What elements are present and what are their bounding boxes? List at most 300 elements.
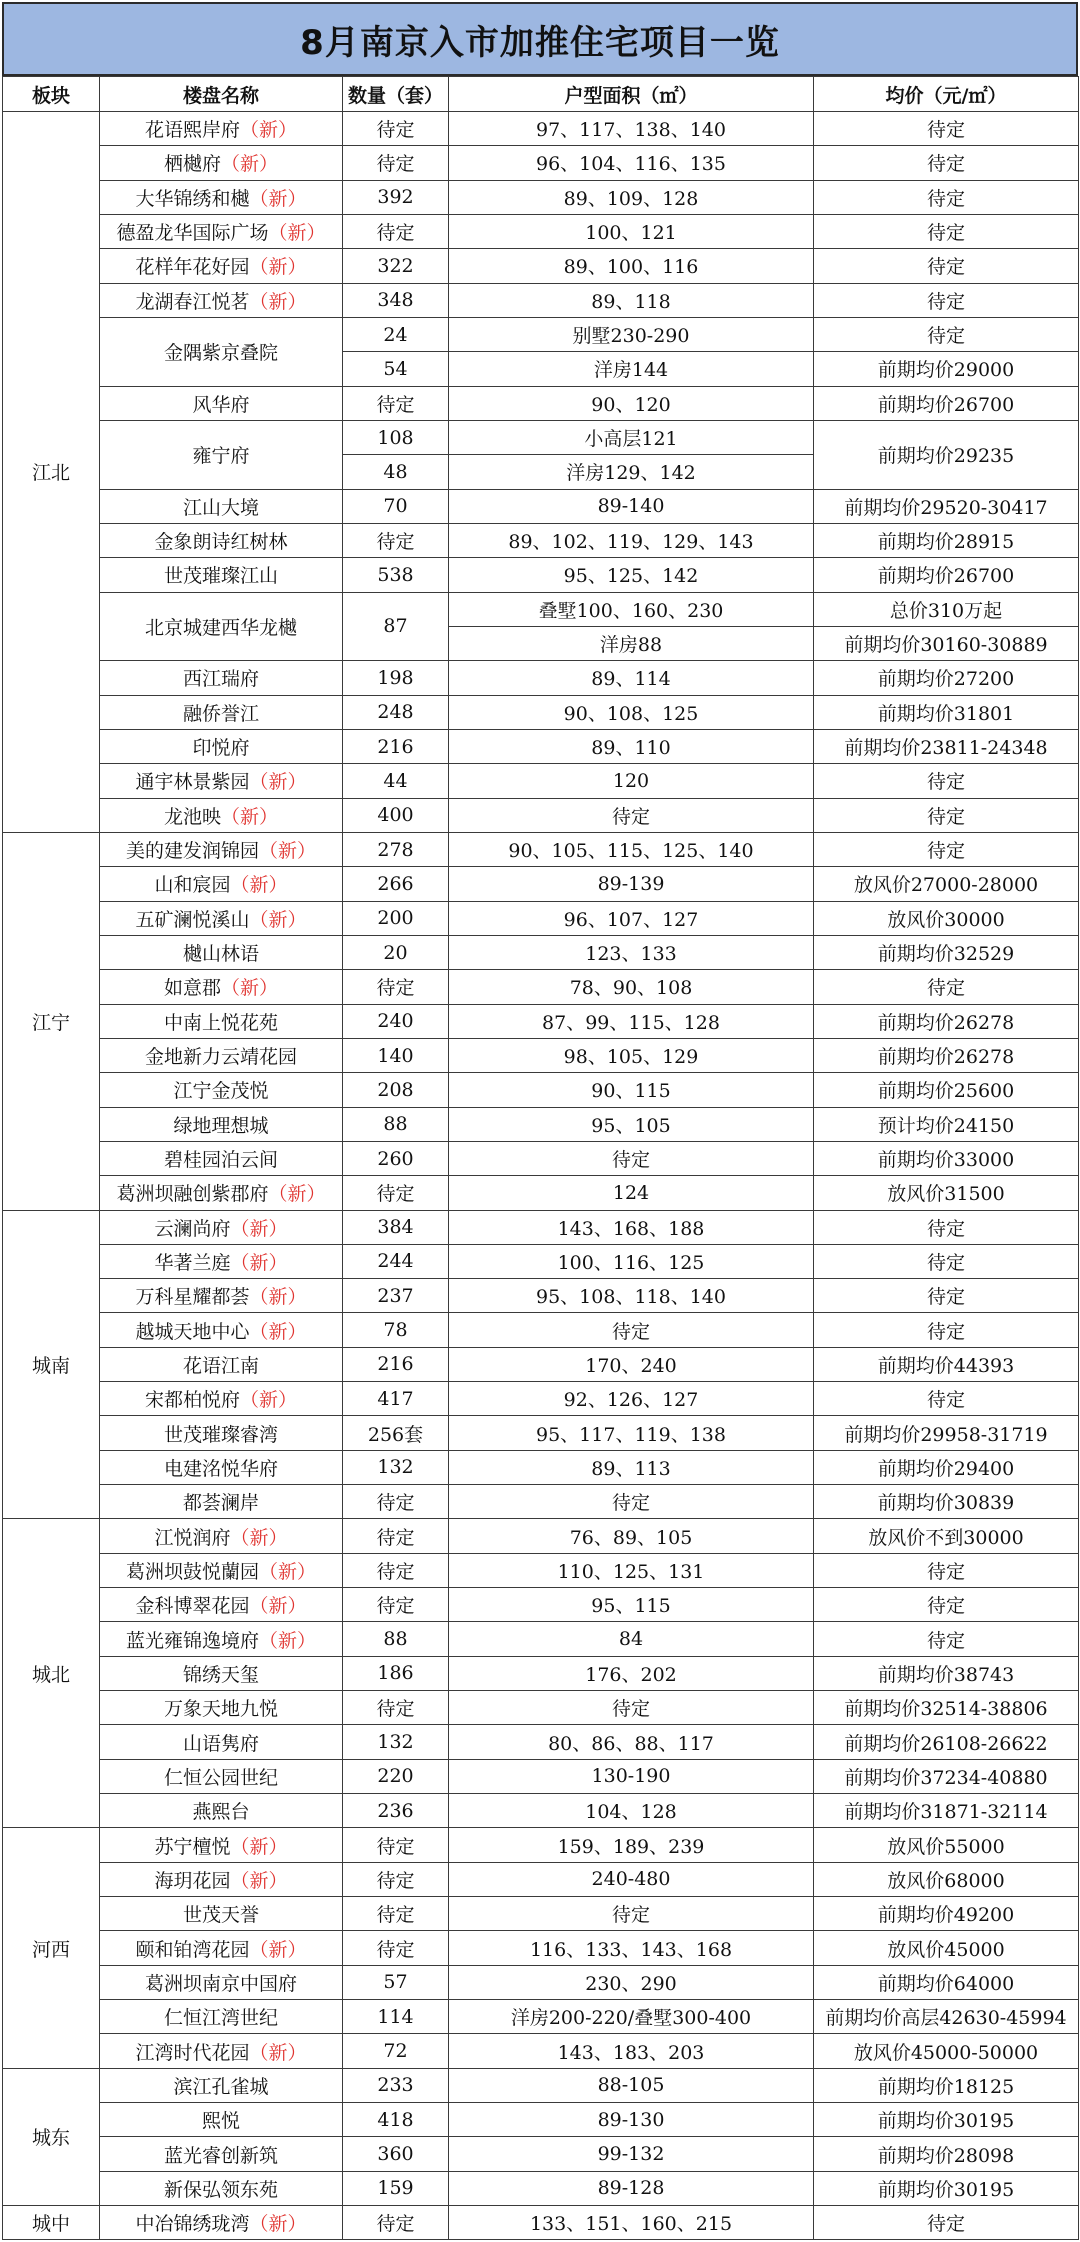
area-cell: 90、105、115、125、140 — [449, 832, 814, 866]
price-cell: 前期均价26700 — [814, 386, 1079, 420]
price-cell: 前期均价31801 — [814, 695, 1079, 729]
price-cell: 前期均价27200 — [814, 661, 1079, 695]
area-cell: 100、116、125 — [449, 1244, 814, 1278]
area-cell: 90、115 — [449, 1073, 814, 1107]
area-cell: 170、240 — [449, 1347, 814, 1381]
project-name-cell — [100, 1553, 343, 1587]
new-tag: （新） — [230, 874, 288, 897]
new-tag: （新） — [249, 1320, 307, 1343]
project-name-cell — [100, 1107, 343, 1141]
area-cell: 待定 — [449, 798, 814, 832]
table-row — [3, 1622, 1079, 1656]
area-cell: 116、133、143、168 — [449, 1931, 814, 1965]
table-row — [3, 249, 1079, 283]
project-name: 云澜尚府 — [154, 1217, 231, 1240]
table-row — [3, 1038, 1079, 1072]
project-name: 熙悦 — [201, 2110, 240, 2133]
new-tag: （新） — [240, 1389, 298, 1412]
table-row — [3, 695, 1079, 729]
quantity-cell: 538 — [343, 558, 449, 592]
area-cell: 84 — [449, 1622, 814, 1656]
quantity-cell: 待定 — [343, 386, 449, 420]
quantity-cell: 159 — [343, 2171, 449, 2205]
quantity-cell: 待定 — [343, 1588, 449, 1622]
quantity-cell: 48 — [343, 455, 449, 489]
price-cell: 待定 — [814, 249, 1079, 283]
project-name-cell — [100, 1313, 343, 1347]
area-cell: 95、125、142 — [449, 558, 814, 592]
project-name: 印悦府 — [192, 737, 250, 760]
area-cell: 124 — [449, 1176, 814, 1210]
table-row — [3, 1828, 1079, 1862]
price-cell: 前期均价26278 — [814, 1038, 1079, 1072]
project-name-cell — [100, 798, 343, 832]
col-header-project: 楼盘名称 — [100, 77, 343, 112]
project-name-cell — [100, 1038, 343, 1072]
project-name: 金地新力云靖花园 — [144, 1046, 297, 1069]
area-cell: 123、133 — [449, 935, 814, 969]
project-name: 雍宁府 — [192, 445, 250, 468]
price-cell: 待定 — [814, 1382, 1079, 1416]
project-name-cell — [100, 420, 343, 489]
project-name-cell — [100, 489, 343, 523]
price-cell: 前期均价30195 — [814, 2171, 1079, 2205]
price-cell: 前期均价18125 — [814, 2068, 1079, 2102]
new-tag: （新） — [221, 153, 279, 176]
new-tag: （新） — [259, 840, 317, 863]
project-name-cell — [100, 1759, 343, 1793]
project-name-cell — [100, 1725, 343, 1759]
table-row — [3, 1073, 1079, 1107]
quantity-cell: 240 — [343, 1004, 449, 1038]
project-name: 通宇林景紫园 — [135, 771, 250, 794]
table-row — [3, 146, 1079, 180]
new-tag: （新） — [268, 1183, 326, 1206]
project-name-cell — [100, 180, 343, 214]
quantity-cell: 132 — [343, 1725, 449, 1759]
project-name: 融侨誉江 — [182, 702, 259, 725]
project-name-cell — [100, 317, 343, 386]
price-cell: 预计均价24150 — [814, 1107, 1079, 1141]
project-name-cell — [100, 2068, 343, 2102]
area-cell: 133、151、160、215 — [449, 2206, 814, 2240]
price-cell: 待定 — [814, 146, 1079, 180]
project-name-cell — [100, 1141, 343, 1175]
project-name-cell — [100, 2137, 343, 2171]
region-cell: 城南 — [3, 1210, 100, 1519]
table-row — [3, 2206, 1079, 2240]
table-row — [3, 832, 1079, 866]
page-title: 8月南京入市加推住宅项目一览 — [2, 2, 1078, 76]
new-tag: （新） — [259, 1560, 317, 1583]
area-cell: 97、117、138、140 — [449, 112, 814, 146]
quantity-cell: 70 — [343, 489, 449, 523]
project-name: 燕熙台 — [192, 1801, 250, 1824]
quantity-cell: 44 — [343, 764, 449, 798]
project-name: 仁恒公园世纪 — [163, 1766, 278, 1789]
price-cell: 前期均价23811-24348 — [814, 729, 1079, 763]
area-cell: 洋房144 — [449, 352, 814, 386]
project-name: 龙池映 — [163, 805, 221, 828]
project-name-cell — [100, 1519, 343, 1553]
project-name-cell — [100, 2000, 343, 2034]
project-name-cell — [100, 1828, 343, 1862]
quantity-cell: 360 — [343, 2137, 449, 2171]
area-cell: 89、110 — [449, 729, 814, 763]
project-name: 仁恒江湾世纪 — [163, 2007, 278, 2030]
area-cell: 87、99、115、128 — [449, 1004, 814, 1038]
quantity-cell: 54 — [343, 352, 449, 386]
table-row — [3, 1725, 1079, 1759]
table-row — [3, 970, 1079, 1004]
table-row — [3, 1416, 1079, 1450]
project-name: 碧桂园泊云间 — [163, 1149, 278, 1171]
project-name-cell — [100, 695, 343, 729]
price-cell: 待定 — [814, 317, 1079, 351]
project-name-cell — [100, 558, 343, 592]
price-cell: 前期均价33000 — [814, 1141, 1079, 1175]
price-cell: 放风价55000 — [814, 1828, 1079, 1862]
area-cell: 待定 — [449, 1313, 814, 1347]
new-tag: （新） — [249, 771, 307, 794]
quantity-cell: 400 — [343, 798, 449, 832]
quantity-cell: 待定 — [343, 1519, 449, 1553]
area-cell: 159、189、239 — [449, 1828, 814, 1862]
project-name: 万象天地九悦 — [163, 1698, 278, 1721]
project-name: 海玥花园 — [154, 1869, 231, 1892]
price-cell: 前期均价29000 — [814, 352, 1079, 386]
project-name-cell — [100, 1176, 343, 1210]
quantity-cell: 220 — [343, 1759, 449, 1793]
area-cell: 176、202 — [449, 1656, 814, 1690]
price-cell: 前期均价32514-38806 — [814, 1691, 1079, 1725]
table-row — [3, 1313, 1079, 1347]
table-row — [3, 1519, 1079, 1553]
table-row — [3, 283, 1079, 317]
area-cell: 89、109、128 — [449, 180, 814, 214]
quantity-cell: 186 — [343, 1656, 449, 1690]
table-row — [3, 592, 1079, 626]
area-cell: 小高层121 — [449, 420, 814, 454]
project-name: 锦绣天玺 — [182, 1663, 259, 1686]
new-tag: （新） — [259, 1629, 317, 1652]
region-cell: 城北 — [3, 1519, 100, 1828]
price-cell: 前期均价30839 — [814, 1485, 1079, 1519]
project-name: 葛洲坝南京中国府 — [144, 1972, 297, 1995]
project-name-cell — [100, 283, 343, 317]
area-cell: 89-128 — [449, 2171, 814, 2205]
quantity-cell: 244 — [343, 1244, 449, 1278]
price-cell: 放风价不到30000 — [814, 1519, 1079, 1553]
price-cell: 放风价30000 — [814, 901, 1079, 935]
project-name-cell — [100, 1622, 343, 1656]
project-name: 世茂璀璨江山 — [163, 565, 278, 588]
quantity-cell: 待定 — [343, 214, 449, 248]
quantity-cell: 待定 — [343, 1931, 449, 1965]
quantity-cell: 198 — [343, 661, 449, 695]
project-name-cell — [100, 1450, 343, 1484]
project-name-cell — [100, 1965, 343, 1999]
price-cell: 待定 — [814, 2206, 1079, 2240]
area-cell: 89、118 — [449, 283, 814, 317]
area-cell: 143、183、203 — [449, 2034, 814, 2068]
table-row — [3, 1485, 1079, 1519]
new-tag: （新） — [230, 1251, 288, 1274]
project-name: 大华锦绣和樾 — [135, 187, 250, 210]
price-cell: 前期均价26278 — [814, 1004, 1079, 1038]
quantity-cell: 待定 — [343, 970, 449, 1004]
price-cell: 前期均价31871-32114 — [814, 1794, 1079, 1828]
area-cell: 96、107、127 — [449, 901, 814, 935]
quantity-cell: 78 — [343, 1313, 449, 1347]
quantity-cell: 278 — [343, 832, 449, 866]
project-name-cell — [100, 661, 343, 695]
area-cell: 130-190 — [449, 1759, 814, 1793]
area-cell: 89、113 — [449, 1450, 814, 1484]
project-name-cell — [100, 1210, 343, 1244]
table-row — [3, 1588, 1079, 1622]
project-name-cell — [100, 1485, 343, 1519]
price-cell: 前期均价30160-30889 — [814, 626, 1079, 660]
table-row — [3, 1279, 1079, 1313]
area-cell: 230、290 — [449, 1965, 814, 1999]
quantity-cell: 87 — [343, 592, 449, 661]
region-cell: 城中 — [3, 2206, 100, 2240]
project-name-cell — [100, 1347, 343, 1381]
project-name-cell — [100, 386, 343, 420]
area-cell: 98、105、129 — [449, 1038, 814, 1072]
quantity-cell: 417 — [343, 1382, 449, 1416]
project-name: 世茂璀璨睿湾 — [163, 1423, 278, 1446]
price-cell: 前期均价30195 — [814, 2103, 1079, 2137]
project-name: 江宁金茂悦 — [173, 1080, 269, 1103]
table-row — [3, 1794, 1079, 1828]
price-cell: 放风价45000-50000 — [814, 2034, 1079, 2068]
table-header-row — [3, 77, 1079, 112]
area-cell: 92、126、127 — [449, 1382, 814, 1416]
region-cell: 河西 — [3, 1828, 100, 2068]
quantity-cell: 237 — [343, 1279, 449, 1313]
project-name-cell — [100, 935, 343, 969]
area-cell: 待定 — [449, 1141, 814, 1175]
price-cell: 待定 — [814, 112, 1079, 146]
project-name-cell — [100, 1244, 343, 1278]
quantity-cell: 20 — [343, 935, 449, 969]
price-cell: 前期均价64000 — [814, 1965, 1079, 1999]
project-name-cell — [100, 1794, 343, 1828]
quantity-cell: 待定 — [343, 523, 449, 557]
col-header-area: 户型面积（㎡） — [449, 77, 814, 112]
area-cell: 叠墅100、160、230 — [449, 592, 814, 626]
table-row — [3, 1931, 1079, 1965]
new-tag: （新） — [230, 1869, 288, 1892]
price-cell: 待定 — [814, 798, 1079, 832]
price-cell: 总价310万起 — [814, 592, 1079, 626]
new-tag: （新） — [221, 977, 279, 1000]
quantity-cell: 待定 — [343, 1862, 449, 1896]
price-cell: 前期均价29235 — [814, 420, 1079, 489]
table-row — [3, 1210, 1079, 1244]
price-cell: 放风价27000-28000 — [814, 867, 1079, 901]
area-cell: 240-480 — [449, 1862, 814, 1896]
area-cell: 99-132 — [449, 2137, 814, 2171]
project-name-cell — [100, 1416, 343, 1450]
col-header-quantity: 数量（套） — [343, 77, 449, 112]
table-row — [3, 112, 1079, 146]
project-name: 华著兰庭 — [154, 1251, 231, 1274]
table-row — [3, 867, 1079, 901]
area-cell: 96、104、116、135 — [449, 146, 814, 180]
project-name: 五矿澜悦溪山 — [135, 908, 250, 931]
quantity-cell: 待定 — [343, 1553, 449, 1587]
new-tag: （新） — [230, 1217, 288, 1240]
project-name-cell — [100, 112, 343, 146]
price-cell: 待定 — [814, 180, 1079, 214]
price-cell: 前期均价29400 — [814, 1450, 1079, 1484]
quantity-cell: 24 — [343, 317, 449, 351]
project-name: 如意郡 — [163, 977, 221, 1000]
new-tag: （新） — [249, 290, 307, 313]
area-cell: 洋房129、142 — [449, 455, 814, 489]
project-name: 花语江南 — [182, 1354, 259, 1377]
table-row — [3, 1553, 1079, 1587]
project-name: 葛洲坝鼓悦蘭园 — [125, 1560, 259, 1583]
price-cell: 待定 — [814, 1622, 1079, 1656]
table-row — [3, 1141, 1079, 1175]
project-name: 世茂天誉 — [182, 1904, 259, 1927]
quantity-cell: 待定 — [343, 1485, 449, 1519]
project-name-cell — [100, 1691, 343, 1725]
project-name-cell — [100, 1862, 343, 1896]
project-name-cell — [100, 1931, 343, 1965]
new-tag: （新） — [249, 2041, 307, 2064]
quantity-cell: 348 — [343, 283, 449, 317]
quantity-cell: 待定 — [343, 1897, 449, 1931]
area-cell: 89-130 — [449, 2103, 814, 2137]
price-cell: 待定 — [814, 283, 1079, 317]
table-row — [3, 1965, 1079, 1999]
table-row — [3, 2171, 1079, 2205]
project-name: 山语隽府 — [182, 1732, 259, 1755]
table-row — [3, 1382, 1079, 1416]
table-row — [3, 1862, 1079, 1896]
quantity-cell: 256套 — [343, 1416, 449, 1450]
table-row — [3, 2137, 1079, 2171]
price-cell: 放风价45000 — [814, 1931, 1079, 1965]
project-name: 江山大境 — [182, 496, 259, 519]
table-row — [3, 180, 1079, 214]
table-row — [3, 420, 1079, 454]
new-tag: （新） — [230, 1526, 288, 1549]
area-cell: 90、108、125 — [449, 695, 814, 729]
quantity-cell: 108 — [343, 420, 449, 454]
project-name: 颐和铂湾花园 — [135, 1938, 250, 1961]
project-name: 都荟澜岸 — [182, 1492, 259, 1515]
region-cell: 城东 — [3, 2068, 100, 2205]
price-cell: 前期均价44393 — [814, 1347, 1079, 1381]
project-name: 山和宸园 — [154, 874, 231, 897]
area-cell: 104、128 — [449, 1794, 814, 1828]
new-tag: （新） — [249, 1595, 307, 1618]
quantity-cell: 260 — [343, 1141, 449, 1175]
project-name-cell — [100, 1073, 343, 1107]
project-name-cell — [100, 214, 343, 248]
quantity-cell: 132 — [343, 1450, 449, 1484]
table-row — [3, 214, 1079, 248]
price-cell: 待定 — [814, 1210, 1079, 1244]
new-tag: （新） — [221, 805, 279, 828]
area-cell: 95、115 — [449, 1588, 814, 1622]
table-row — [3, 489, 1079, 523]
project-name: 苏宁檀悦 — [154, 1835, 231, 1858]
project-name: 中南上悦花苑 — [163, 1011, 278, 1034]
project-name-cell — [100, 764, 343, 798]
quantity-cell: 88 — [343, 1107, 449, 1141]
price-cell: 前期均价28915 — [814, 523, 1079, 557]
area-cell: 待定 — [449, 1897, 814, 1931]
project-name-cell — [100, 867, 343, 901]
new-tag: （新） — [249, 256, 307, 279]
project-name: 金隅紫京叠院 — [163, 342, 278, 365]
price-cell: 前期均价37234-40880 — [814, 1759, 1079, 1793]
project-name-cell — [100, 1656, 343, 1690]
price-cell: 待定 — [814, 1553, 1079, 1587]
price-cell: 前期均价高层42630-45994 — [814, 2000, 1079, 2034]
quantity-cell: 392 — [343, 180, 449, 214]
table-row — [3, 317, 1079, 351]
project-name: 龙湖春江悦茗 — [135, 290, 250, 313]
price-cell: 放风价68000 — [814, 1862, 1079, 1896]
price-cell: 待定 — [814, 1313, 1079, 1347]
area-cell: 95、117、119、138 — [449, 1416, 814, 1450]
table-row — [3, 1450, 1079, 1484]
price-cell: 前期均价38743 — [814, 1656, 1079, 1690]
table-row — [3, 386, 1079, 420]
table-row — [3, 1897, 1079, 1931]
table-row — [3, 1004, 1079, 1038]
project-name-cell — [100, 832, 343, 866]
project-name: 宋都柏悦府 — [144, 1389, 240, 1412]
new-tag: （新） — [249, 1938, 307, 1961]
quantity-cell: 200 — [343, 901, 449, 935]
project-name-cell — [100, 2206, 343, 2240]
quantity-cell: 待定 — [343, 1828, 449, 1862]
project-name: 江悦润府 — [154, 1526, 231, 1549]
project-name-cell — [100, 592, 343, 661]
table-row — [3, 2034, 1079, 2068]
quantity-cell: 216 — [343, 729, 449, 763]
table-row — [3, 1691, 1079, 1725]
project-name: 花样年花好园 — [135, 256, 250, 279]
project-name: 樾山林语 — [182, 943, 259, 966]
project-name-cell — [100, 2103, 343, 2137]
price-cell: 放风价31500 — [814, 1176, 1079, 1210]
area-cell: 待定 — [449, 1691, 814, 1725]
area-cell: 100、121 — [449, 214, 814, 248]
project-name: 金科博翠花园 — [135, 1595, 250, 1618]
project-name: 葛洲坝融创紫郡府 — [116, 1183, 269, 1206]
new-tag: （新） — [249, 187, 307, 210]
table-row — [3, 523, 1079, 557]
new-tag: （新） — [240, 119, 298, 142]
area-cell: 88-105 — [449, 2068, 814, 2102]
area-cell: 143、168、188 — [449, 1210, 814, 1244]
quantity-cell: 233 — [343, 2068, 449, 2102]
project-name: 花语熙岸府 — [144, 119, 240, 142]
project-name: 中冶锦绣珑湾 — [135, 2213, 250, 2236]
quantity-cell: 待定 — [343, 1691, 449, 1725]
table-row — [3, 729, 1079, 763]
